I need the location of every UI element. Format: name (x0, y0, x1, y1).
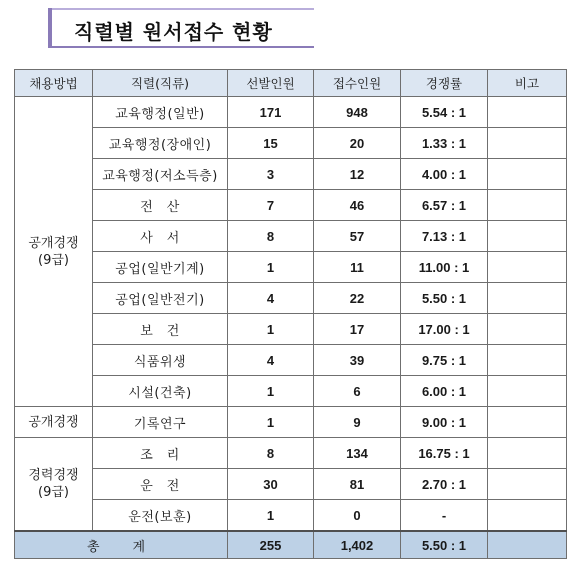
table-row (15, 252, 567, 283)
table-row (15, 314, 567, 345)
note-cell (488, 97, 567, 128)
ratio-cell: 4.00 : 1 (401, 159, 488, 190)
group-label-line2: (9급) (38, 252, 69, 268)
note-cell (488, 345, 567, 376)
series-cell: 교육행정(장애인) (93, 128, 228, 159)
selected-cell: 1 (228, 314, 314, 345)
ratio-cell: 16.75 : 1 (401, 438, 488, 469)
table-row (15, 97, 567, 128)
selected-cell: 1 (228, 500, 314, 532)
ratio-cell: - (401, 500, 488, 532)
ratio-cell: 5.50 : 1 (401, 283, 488, 314)
selected-cell: 8 (228, 221, 314, 252)
table-row (15, 407, 567, 438)
selected-cell: 1 (228, 376, 314, 407)
selected-cell: 7 (228, 190, 314, 221)
header-note: 비고 (488, 70, 567, 97)
header-row (15, 70, 567, 97)
selected-cell: 1 (228, 252, 314, 283)
group-label-line1: 경력경쟁 (28, 468, 79, 483)
table-row (15, 190, 567, 221)
recruitment-status-table (14, 69, 567, 559)
applied-cell: 0 (314, 500, 401, 532)
table-row (15, 469, 567, 500)
selected-cell: 4 (228, 345, 314, 376)
title-box (48, 8, 314, 48)
applied-cell: 20 (314, 128, 401, 159)
note-cell (488, 500, 567, 532)
series-cell: 공업(일반전기) (93, 283, 228, 314)
series-cell: 교육행정(저소득층) (93, 159, 228, 190)
ratio-cell: 5.54 : 1 (401, 97, 488, 128)
series-cell: 사 서 (93, 221, 228, 252)
ratio-cell: 2.70 : 1 (401, 469, 488, 500)
applied-cell: 948 (314, 97, 401, 128)
note-cell (488, 438, 567, 469)
note-cell (488, 407, 567, 438)
ratio-cell: 6.57 : 1 (401, 190, 488, 221)
table-row (15, 221, 567, 252)
selected-cell: 3 (228, 159, 314, 190)
series-cell: 시설(건축) (93, 376, 228, 407)
applied-cell: 17 (314, 314, 401, 345)
total-selected: 255 (228, 531, 314, 559)
group-label-line2: (9급) (38, 485, 69, 500)
note-cell (488, 314, 567, 345)
table-row (15, 500, 567, 532)
note-cell (488, 190, 567, 221)
selected-cell: 171 (228, 97, 314, 128)
selected-cell: 4 (228, 283, 314, 314)
note-cell (488, 283, 567, 314)
header-applied: 접수인원 (314, 70, 401, 97)
note-cell (488, 128, 567, 159)
ratio-cell: 11.00 : 1 (401, 252, 488, 283)
page-title: 직렬별 원서접수 현황 (74, 20, 273, 44)
total-note (488, 531, 567, 559)
series-cell: 전 산 (93, 190, 228, 221)
series-cell: 운 전 (93, 469, 228, 500)
table-row (15, 376, 567, 407)
series-cell: 공업(일반기계) (93, 252, 228, 283)
note-cell (488, 159, 567, 190)
header-ratio: 경쟁률 (401, 70, 488, 97)
selected-cell: 1 (228, 407, 314, 438)
applied-cell: 57 (314, 221, 401, 252)
note-cell (488, 376, 567, 407)
group-career-competition-9 (15, 438, 93, 532)
series-cell: 보 건 (93, 314, 228, 345)
selected-cell: 8 (228, 438, 314, 469)
title-accent-bar (52, 8, 314, 10)
table-row (15, 438, 567, 469)
group-label-line1: 공개경쟁 (28, 235, 79, 251)
total-ratio: 5.50 : 1 (401, 531, 488, 559)
ratio-cell: 7.13 : 1 (401, 221, 488, 252)
header-series: 직렬(직류) (93, 70, 228, 97)
series-cell: 운전(보훈) (93, 500, 228, 532)
applied-cell: 22 (314, 283, 401, 314)
total-label: 총 계 (15, 531, 228, 559)
header-selected: 선발인원 (228, 70, 314, 97)
note-cell (488, 221, 567, 252)
note-cell (488, 469, 567, 500)
applied-cell: 11 (314, 252, 401, 283)
table-row (15, 128, 567, 159)
table-row (15, 345, 567, 376)
note-cell (488, 252, 567, 283)
group-open-competition-9 (15, 97, 93, 407)
applied-cell: 46 (314, 190, 401, 221)
ratio-cell: 9.75 : 1 (401, 345, 488, 376)
ratio-cell: 17.00 : 1 (401, 314, 488, 345)
applied-cell: 12 (314, 159, 401, 190)
applied-cell: 39 (314, 345, 401, 376)
applied-cell: 6 (314, 376, 401, 407)
group-open-competition: 공개경쟁 (15, 407, 93, 438)
total-applied: 1,402 (314, 531, 401, 559)
series-cell: 조 리 (93, 438, 228, 469)
table-row (15, 159, 567, 190)
total-row (15, 531, 567, 559)
series-cell: 식품위생 (93, 345, 228, 376)
series-cell: 교육행정(일반) (93, 97, 228, 128)
applied-cell: 9 (314, 407, 401, 438)
series-cell: 기록연구 (93, 407, 228, 438)
table-row (15, 283, 567, 314)
header-method: 채용방법 (15, 70, 93, 97)
applied-cell: 134 (314, 438, 401, 469)
applied-cell: 81 (314, 469, 401, 500)
ratio-cell: 6.00 : 1 (401, 376, 488, 407)
ratio-cell: 9.00 : 1 (401, 407, 488, 438)
selected-cell: 15 (228, 128, 314, 159)
ratio-cell: 1.33 : 1 (401, 128, 488, 159)
selected-cell: 30 (228, 469, 314, 500)
